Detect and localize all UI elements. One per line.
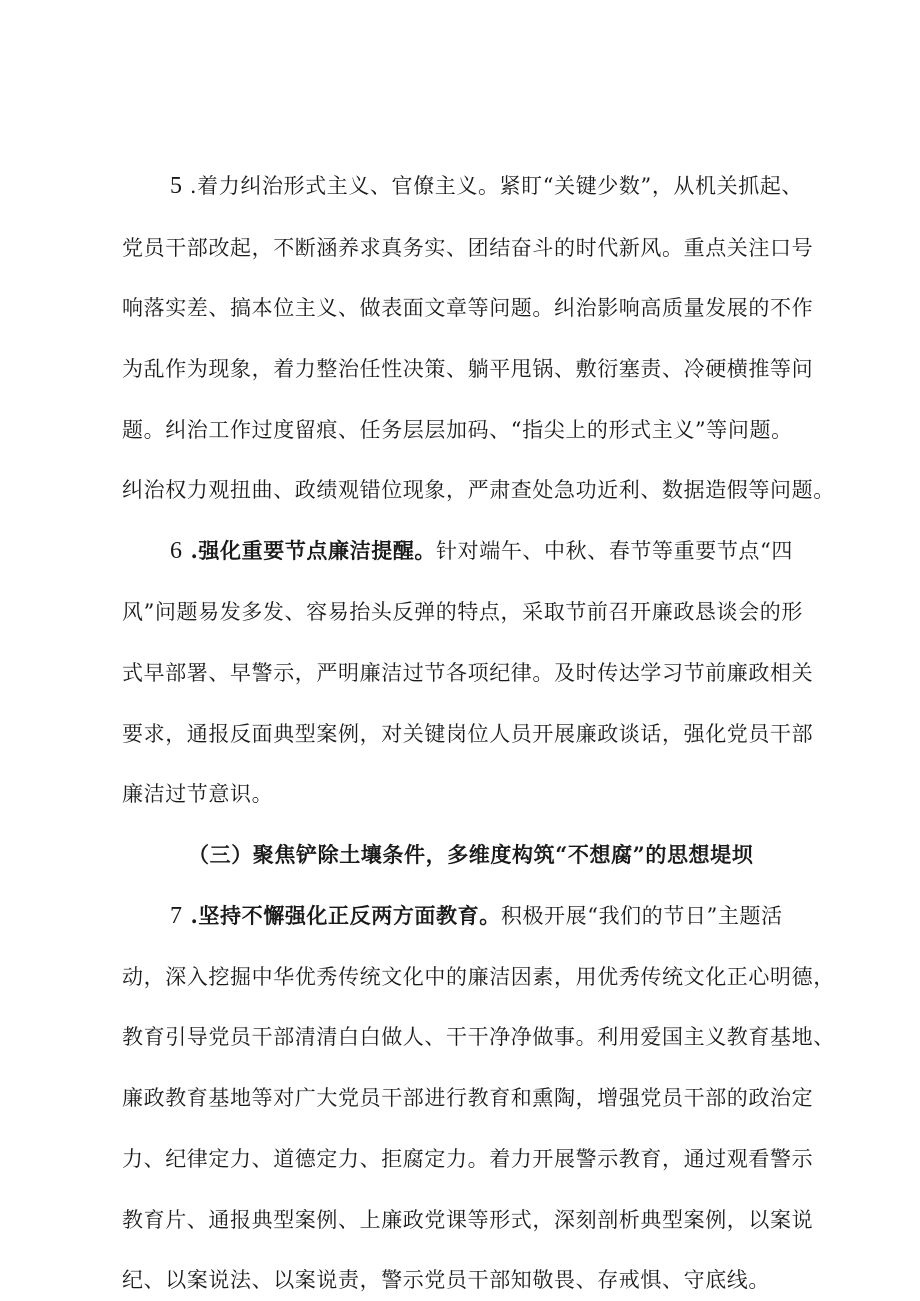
paragraph-5-line-3: 响落实差、搞本位主义、做表面文章等问题。纠治影响高质量发展的不作 <box>122 296 814 320</box>
paragraph-5-line-5: 题。纠治工作过度留痕、任务层层加码、“指尖上的形式主义”等问题。 <box>122 418 793 442</box>
paragraph-5-line-2: 党员干部改起，不断涵养求真务实、团结奋斗的时代新风。重点关注口号 <box>122 236 814 260</box>
paragraph-title: .强化重要节点廉洁提醒。 <box>182 538 437 563</box>
item-number: 5 <box>170 173 183 199</box>
paragraph-6-line-2: 风”问题易发多发、容易抬头反弹的特点，采取节前召开廉政恳谈会的形 <box>122 600 803 624</box>
paragraph-text: 针对端午、中秋、春节等重要节点“四 <box>436 539 793 563</box>
item-number: 6 <box>170 538 183 564</box>
paragraph-7-line-4: 廉政教育基地等对广大党员干部进行教育和熏陶，增强党员干部的政治定 <box>122 1086 814 1110</box>
paragraph-6-line-5: 廉洁过节意识。 <box>122 782 274 806</box>
paragraph-7-line-6: 教育片、通报典型案例、上廉政党课等形式，深刻剖析典型案例，以案说 <box>122 1208 814 1232</box>
paragraph-5-line-4: 为乱作为现象，着力整治任性决策、躺平甩锅、敷衍塞责、冷硬横推等问 <box>122 357 814 381</box>
section-heading: （三）聚焦铲除土壤条件，多维度构筑“不想腐”的思想堤坝 <box>188 842 754 867</box>
paragraph-text: 积极开展“我们的节日”主题活 <box>500 904 783 928</box>
paragraph-5-line-1 <box>170 172 822 200</box>
paragraph-text: .着力纠治形式主义、官僚主义。紧盯“关键少数”，从机关抓起、 <box>182 174 804 198</box>
paragraph-6-line-3: 式早部署、早警示，严明廉洁过节各项纪律。及时传达学习节前廉政相关 <box>122 661 814 685</box>
paragraph-6-line-1 <box>170 537 822 565</box>
paragraph-7-line-1 <box>170 902 822 930</box>
paragraph-title: .坚持不懈强化正反两方面教育。 <box>182 903 501 928</box>
paragraph-7-line-5: 力、纪律定力、道德定力、拒腐定力。着力开展警示教育，通过观看警示 <box>122 1147 814 1171</box>
paragraph-7-line-2: 动，深入挖掘中华优秀传统文化中的廉洁因素，用优秀传统文化正心明德， <box>122 965 835 989</box>
paragraph-6-line-4: 要求，通报反面典型案例，对关键岗位人员开展廉政谈话，强化党员干部 <box>122 722 814 746</box>
item-number: 7 <box>170 903 183 929</box>
paragraph-7-line-3: 教育引导党员干部清清白白做人、干干净净做事。利用爱国主义教育基地、 <box>122 1025 835 1049</box>
paragraph-7-line-7: 纪、以案说法、以案说责，警示党员干部知敬畏、存戒惧、守底线。 <box>122 1268 770 1292</box>
paragraph-5-line-6: 纠治权力观扭曲、政绩观错位现象，严肃查处急功近利、数据造假等问题。 <box>122 478 835 502</box>
